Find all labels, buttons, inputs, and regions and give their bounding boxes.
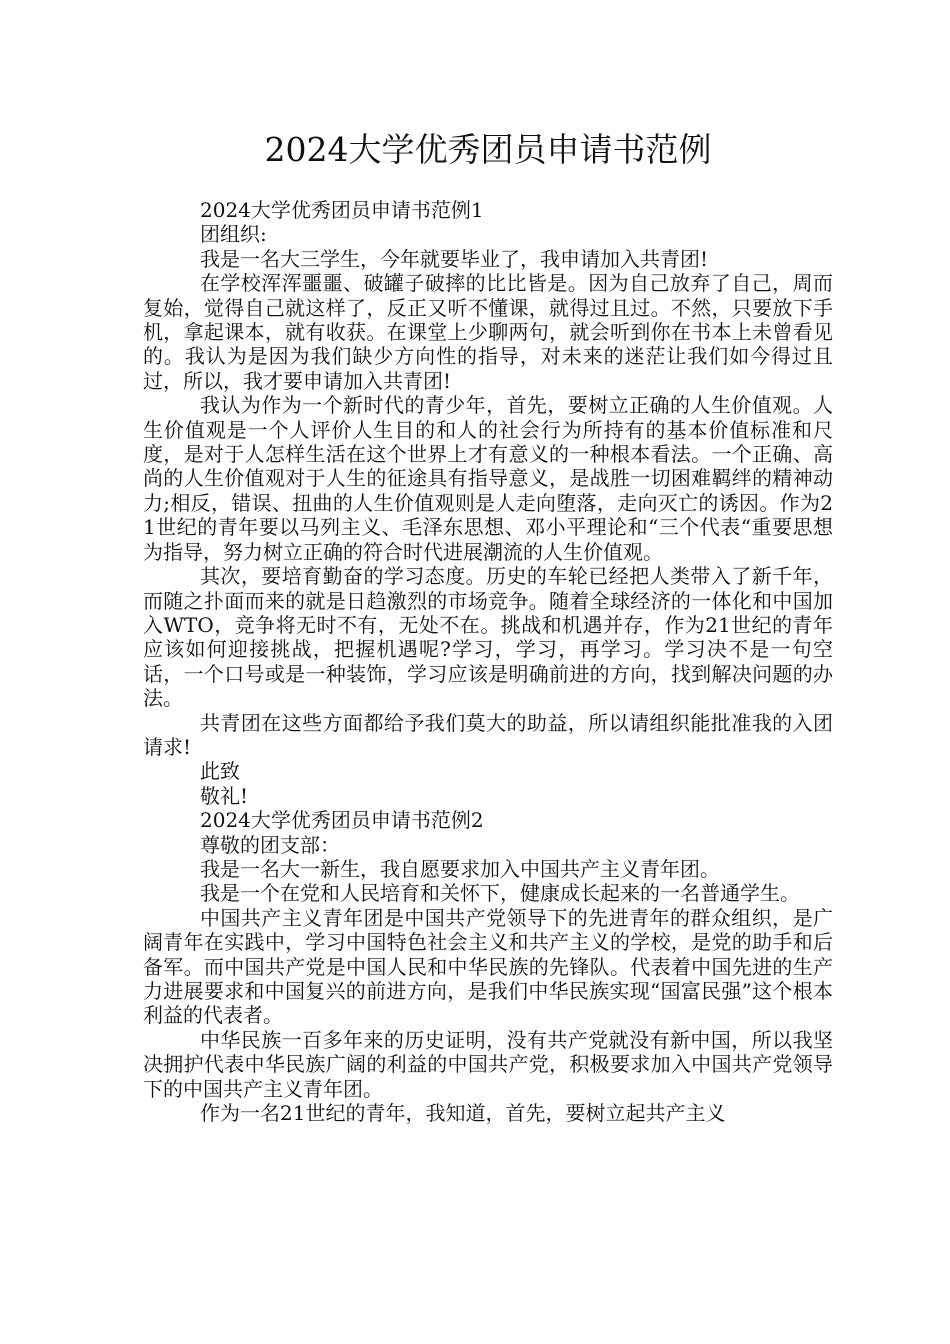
body-paragraph: 我是一名大三学生，今年就要毕业了，我申请加入共青团!: [200, 246, 709, 271]
body-paragraph: 中国共产主义青年团是中国共产党领导下的先进青年的群众组织，是广阔青年在实践中，学习中国特色社会主义和共产主义的学校，是党的助手和后备军。而中国共产党是中国人民和中华民族的先锋队。代表着中国先进的生产力进展要求和中国复兴的前进方向，是我们中华民族实现“国富民强”这个根本利益的代表者。: [143, 905, 833, 1028]
salutation-2: 尊敬的团支部：: [200, 832, 340, 857]
body-paragraph: 其次，要培育勤奋的学习态度。历史的车轮已经把人类带入了新千年，而随之扑面而来的就是日趋激烈的市场竞争。随着全球经济的一体化和中国加入WTO，竞争将无时不有，无处不在。挑战和机遇并存，作为21世纪的青年应该如何迎接挑战，把握机遇呢?学习，学习，再学习。学习决不是一句空话，一个口号或是一种装饰，学习应该是明确前进的方向，找到解决问题的办法。: [143, 564, 833, 711]
body-paragraph: 我是一个在党和人民培育和关怀下，健康成长起来的一名普通学生。: [200, 881, 800, 906]
body-paragraph: 在学校浑浑噩噩、破罐子破摔的比比皆是。因为自己放弃了自己，周而复始，觉得自己就这样了，反正又听不懂课，就得过且过。不然，只要放下手机，拿起课本，就有收获。在课堂上少聊两句，就会听到你在书本上未曾看见的。我认为是因为我们缺少方向性的指导，对未来的迷茫让我们如今得过且过，所以，我才要申请加入共青团!: [143, 271, 833, 393]
closing-line: 敬礼!: [200, 783, 249, 808]
body-paragraph: 作为一名21世纪的青年，我知道，首先，要树立起共产主义: [200, 1101, 726, 1126]
document-title: 2024大学优秀团员申请书范例: [264, 130, 712, 169]
document-page: [143, 0, 833, 1125]
document-body: [143, 198, 833, 1125]
body-paragraph: 我认为作为一个新时代的青少年，首先，要树立正确的人生价值观。人生价值观是一个人评价人生目的和人的社会行为所持有的基本价值标准和尺度，是对于人怎样生活在这个世界上才有意义的一种根本看法。一个正确、高尚的人生价值观对于人生的征途具有指导意义，是战胜一切困难羁绊的精神动力;相反，错误、扭曲的人生价值观则是人走向堕落，走向灭亡的诱因。作为21世纪的青年要以马列主义、毛泽东思想、邓小平理论和“三个代表“重要思想为指导，努力树立正确的符合时代进展潮流的人生价值观。: [143, 393, 833, 564]
body-paragraph: 共青团在这些方面都给予我们莫大的助益，所以请组织能批准我的入团请求!: [143, 710, 833, 759]
section-heading-1: 2024大学优秀团员申请书范例1: [200, 198, 484, 222]
body-paragraph: 中华民族一百多年来的历史证明，没有共产党就没有新中国，所以我坚决拥护代表中华民族广阔的利益的中国共产党，积极要求加入中国共产党领导下的中国共产主义青年团。: [143, 1027, 833, 1101]
section-heading-2: 2024大学优秀团员申请书范例2: [200, 808, 484, 833]
closing-line: 此致: [200, 759, 240, 784]
salutation-1: 团组织:: [200, 222, 267, 247]
body-paragraph: 我是一名大一新生，我自愿要求加入中国共产主义青年团。: [200, 856, 720, 881]
